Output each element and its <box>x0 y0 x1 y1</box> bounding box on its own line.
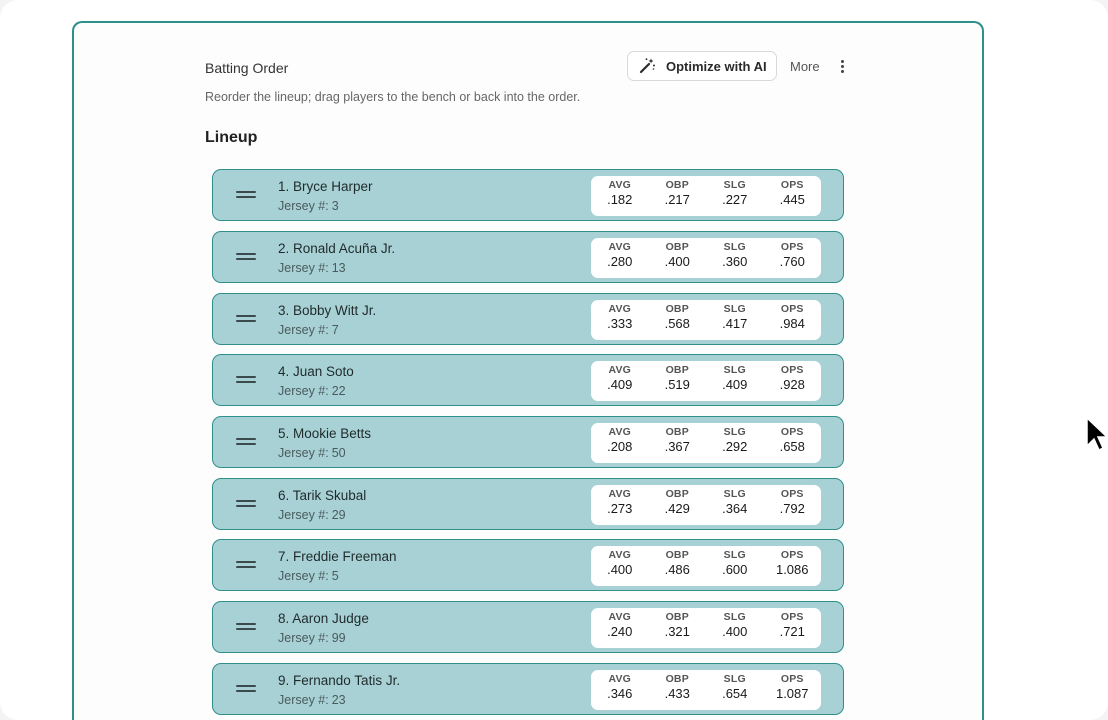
player-jersey <box>278 569 339 583</box>
player-stats <box>591 361 821 401</box>
lineup-row[interactable] <box>212 663 844 715</box>
magic-wand-icon <box>638 57 656 75</box>
jersey-label: Jersey #: <box>278 261 329 275</box>
player-name: 3. Bobby Witt Jr. <box>278 303 377 318</box>
stat-value: .346 <box>607 686 633 701</box>
jersey-label: Jersey #: <box>278 446 329 460</box>
stat-obp <box>649 670 707 710</box>
lineup-row[interactable] <box>212 169 844 221</box>
stat-label: SLG <box>723 611 746 623</box>
drag-handle-icon[interactable] <box>236 315 256 323</box>
stat-value: .208 <box>607 439 633 454</box>
jersey-label: Jersey #: <box>278 323 329 337</box>
stat-label: AVG <box>608 426 632 438</box>
jersey-number: 23 <box>331 693 346 707</box>
stat-slg <box>706 485 764 525</box>
stat-value: .280 <box>607 254 633 269</box>
stat-value: .367 <box>664 439 690 454</box>
stat-value: .519 <box>664 377 690 392</box>
stat-label: OBP <box>665 549 689 561</box>
drag-handle-icon[interactable] <box>236 561 256 569</box>
jersey-number: 13 <box>331 261 346 275</box>
player-stats <box>591 608 821 648</box>
more-button[interactable]: More <box>790 59 820 74</box>
jersey-number: 22 <box>331 384 346 398</box>
stat-value: .182 <box>607 192 633 207</box>
stat-label: SLG <box>723 241 746 253</box>
jersey-label: Jersey #: <box>278 693 329 707</box>
lineup-section-title: Lineup <box>205 129 258 146</box>
stat-slg <box>706 361 764 401</box>
stat-value: .292 <box>722 439 748 454</box>
stat-label: OBP <box>665 303 689 315</box>
stat-value: .658 <box>779 439 805 454</box>
stat-value: .400 <box>607 562 633 577</box>
jersey-label: Jersey #: <box>278 199 329 213</box>
stat-value: 1.086 <box>775 562 809 577</box>
stat-ops <box>764 423 822 463</box>
stat-avg <box>591 670 649 710</box>
jersey-label: Jersey #: <box>278 508 329 522</box>
player-stats <box>591 546 821 586</box>
stat-value: .360 <box>722 254 748 269</box>
stat-label: SLG <box>723 364 746 376</box>
stat-label: AVG <box>608 488 632 500</box>
player-stats <box>591 300 821 340</box>
drag-handle-icon[interactable] <box>236 438 256 446</box>
stat-label: OPS <box>780 611 804 623</box>
stat-avg <box>591 300 649 340</box>
stat-value: .721 <box>779 624 805 639</box>
stat-slg <box>706 423 764 463</box>
stat-value: .654 <box>722 686 748 701</box>
player-name: 7. Freddie Freeman <box>278 549 397 564</box>
jersey-number: 50 <box>331 446 346 460</box>
stat-value: .445 <box>779 192 805 207</box>
stat-obp <box>649 485 707 525</box>
stat-value: .486 <box>664 562 690 577</box>
stat-value: .568 <box>664 316 690 331</box>
drag-handle-icon[interactable] <box>236 376 256 384</box>
player-name: 4. Juan Soto <box>278 364 354 379</box>
lineup-row[interactable] <box>212 539 844 591</box>
stat-label: OBP <box>665 241 689 253</box>
stat-label: AVG <box>608 611 632 623</box>
batting-order-card <box>72 21 984 720</box>
drag-handle-icon[interactable] <box>236 623 256 631</box>
jersey-number: 7 <box>331 323 339 337</box>
stat-value: .760 <box>779 254 805 269</box>
stat-value: .429 <box>664 501 690 516</box>
jersey-number: 5 <box>331 569 339 583</box>
drag-handle-icon[interactable] <box>236 191 256 199</box>
stat-avg <box>591 608 649 648</box>
stat-value: .333 <box>607 316 633 331</box>
stat-value: .400 <box>664 254 690 269</box>
stat-value: .240 <box>607 624 633 639</box>
stat-slg <box>706 670 764 710</box>
stat-ops <box>764 176 822 216</box>
jersey-label: Jersey #: <box>278 569 329 583</box>
player-jersey <box>278 693 346 707</box>
lineup-row[interactable] <box>212 601 844 653</box>
stat-value: .364 <box>722 501 748 516</box>
player-name: 8. Aaron Judge <box>278 611 369 626</box>
stat-obp <box>649 361 707 401</box>
stat-value: .227 <box>722 192 748 207</box>
stat-avg <box>591 361 649 401</box>
stat-avg <box>591 485 649 525</box>
stat-value: 1.087 <box>775 686 809 701</box>
stat-label: AVG <box>608 673 632 685</box>
stat-value: .792 <box>779 501 805 516</box>
stat-label: AVG <box>608 364 632 376</box>
stat-value: .217 <box>664 192 690 207</box>
stat-label: AVG <box>608 549 632 561</box>
jersey-number: 99 <box>331 631 346 645</box>
player-stats <box>591 238 821 278</box>
stat-slg <box>706 300 764 340</box>
player-stats <box>591 423 821 463</box>
stat-label: SLG <box>723 549 746 561</box>
stat-label: OPS <box>780 488 804 500</box>
stat-value: .984 <box>779 316 805 331</box>
stat-avg <box>591 423 649 463</box>
stat-label: SLG <box>723 426 746 438</box>
player-name: 9. Fernando Tatis Jr. <box>278 673 401 688</box>
kebab-menu-icon[interactable] <box>837 60 847 76</box>
stat-value: .400 <box>722 624 748 639</box>
drag-handle-icon[interactable] <box>236 253 256 261</box>
player-jersey <box>278 261 346 275</box>
stat-label: OBP <box>665 364 689 376</box>
stat-label: SLG <box>723 673 746 685</box>
stat-value: .409 <box>722 377 748 392</box>
stat-label: OPS <box>780 303 804 315</box>
stat-value: .409 <box>607 377 633 392</box>
drag-handle-icon[interactable] <box>236 685 256 693</box>
jersey-number: 29 <box>331 508 346 522</box>
stat-label: OPS <box>780 673 804 685</box>
optimize-with-ai-button[interactable] <box>627 51 777 81</box>
stat-slg <box>706 176 764 216</box>
stat-value: .600 <box>722 562 748 577</box>
stat-obp <box>649 176 707 216</box>
stat-value: .321 <box>664 624 690 639</box>
jersey-label: Jersey #: <box>278 384 329 398</box>
drag-handle-icon[interactable] <box>236 500 256 508</box>
player-name: 2. Ronald Acuña Jr. <box>278 241 396 256</box>
lineup-row[interactable] <box>212 416 844 468</box>
stat-slg <box>706 608 764 648</box>
stat-value: .928 <box>779 377 805 392</box>
stat-ops <box>764 238 822 278</box>
stat-slg <box>706 238 764 278</box>
player-jersey <box>278 508 346 522</box>
player-stats <box>591 670 821 710</box>
stat-label: OPS <box>780 426 804 438</box>
player-jersey <box>278 323 339 337</box>
player-jersey <box>278 631 346 645</box>
player-name: 6. Tarik Skubal <box>278 488 367 503</box>
stat-ops <box>764 546 822 586</box>
player-name: 1. Bryce Harper <box>278 179 373 194</box>
lineup-row[interactable] <box>212 354 844 406</box>
stat-obp <box>649 546 707 586</box>
page-title: Batting Order <box>205 60 289 76</box>
jersey-label: Jersey #: <box>278 631 329 645</box>
stat-label: SLG <box>723 303 746 315</box>
lineup-row[interactable] <box>212 478 844 530</box>
stat-ops <box>764 608 822 648</box>
mouse-pointer-icon <box>1085 416 1108 456</box>
stat-obp <box>649 608 707 648</box>
stat-obp <box>649 238 707 278</box>
stat-label: SLG <box>723 488 746 500</box>
stat-label: OPS <box>780 241 804 253</box>
stat-label: AVG <box>608 179 632 191</box>
optimize-button-label: Optimize with AI <box>666 58 767 74</box>
lineup-row[interactable] <box>212 231 844 283</box>
stat-label: AVG <box>608 303 632 315</box>
stat-label: OBP <box>665 179 689 191</box>
player-stats <box>591 485 821 525</box>
stat-value: .417 <box>722 316 748 331</box>
stat-ops <box>764 361 822 401</box>
stat-ops <box>764 670 822 710</box>
stat-value: .273 <box>607 501 633 516</box>
stat-label: SLG <box>723 179 746 191</box>
stat-label: OPS <box>780 549 804 561</box>
jersey-number: 3 <box>331 199 339 213</box>
page-subtitle: Reorder the lineup; drag players to the bench or back into the order. <box>205 90 581 104</box>
stat-label: OBP <box>665 611 689 623</box>
stat-label: OPS <box>780 179 804 191</box>
stat-avg <box>591 176 649 216</box>
stat-label: OBP <box>665 488 689 500</box>
lineup-row[interactable] <box>212 293 844 345</box>
player-name: 5. Mookie Betts <box>278 426 372 441</box>
player-jersey <box>278 199 339 213</box>
stat-avg <box>591 546 649 586</box>
stat-obp <box>649 300 707 340</box>
player-jersey <box>278 446 346 460</box>
stat-ops <box>764 485 822 525</box>
stat-avg <box>591 238 649 278</box>
player-jersey <box>278 384 346 398</box>
stat-label: OBP <box>665 673 689 685</box>
stat-ops <box>764 300 822 340</box>
stat-label: OBP <box>665 426 689 438</box>
stat-value: .433 <box>664 686 690 701</box>
stat-slg <box>706 546 764 586</box>
stat-label: OPS <box>780 364 804 376</box>
stat-obp <box>649 423 707 463</box>
stat-label: AVG <box>608 241 632 253</box>
player-stats <box>591 176 821 216</box>
